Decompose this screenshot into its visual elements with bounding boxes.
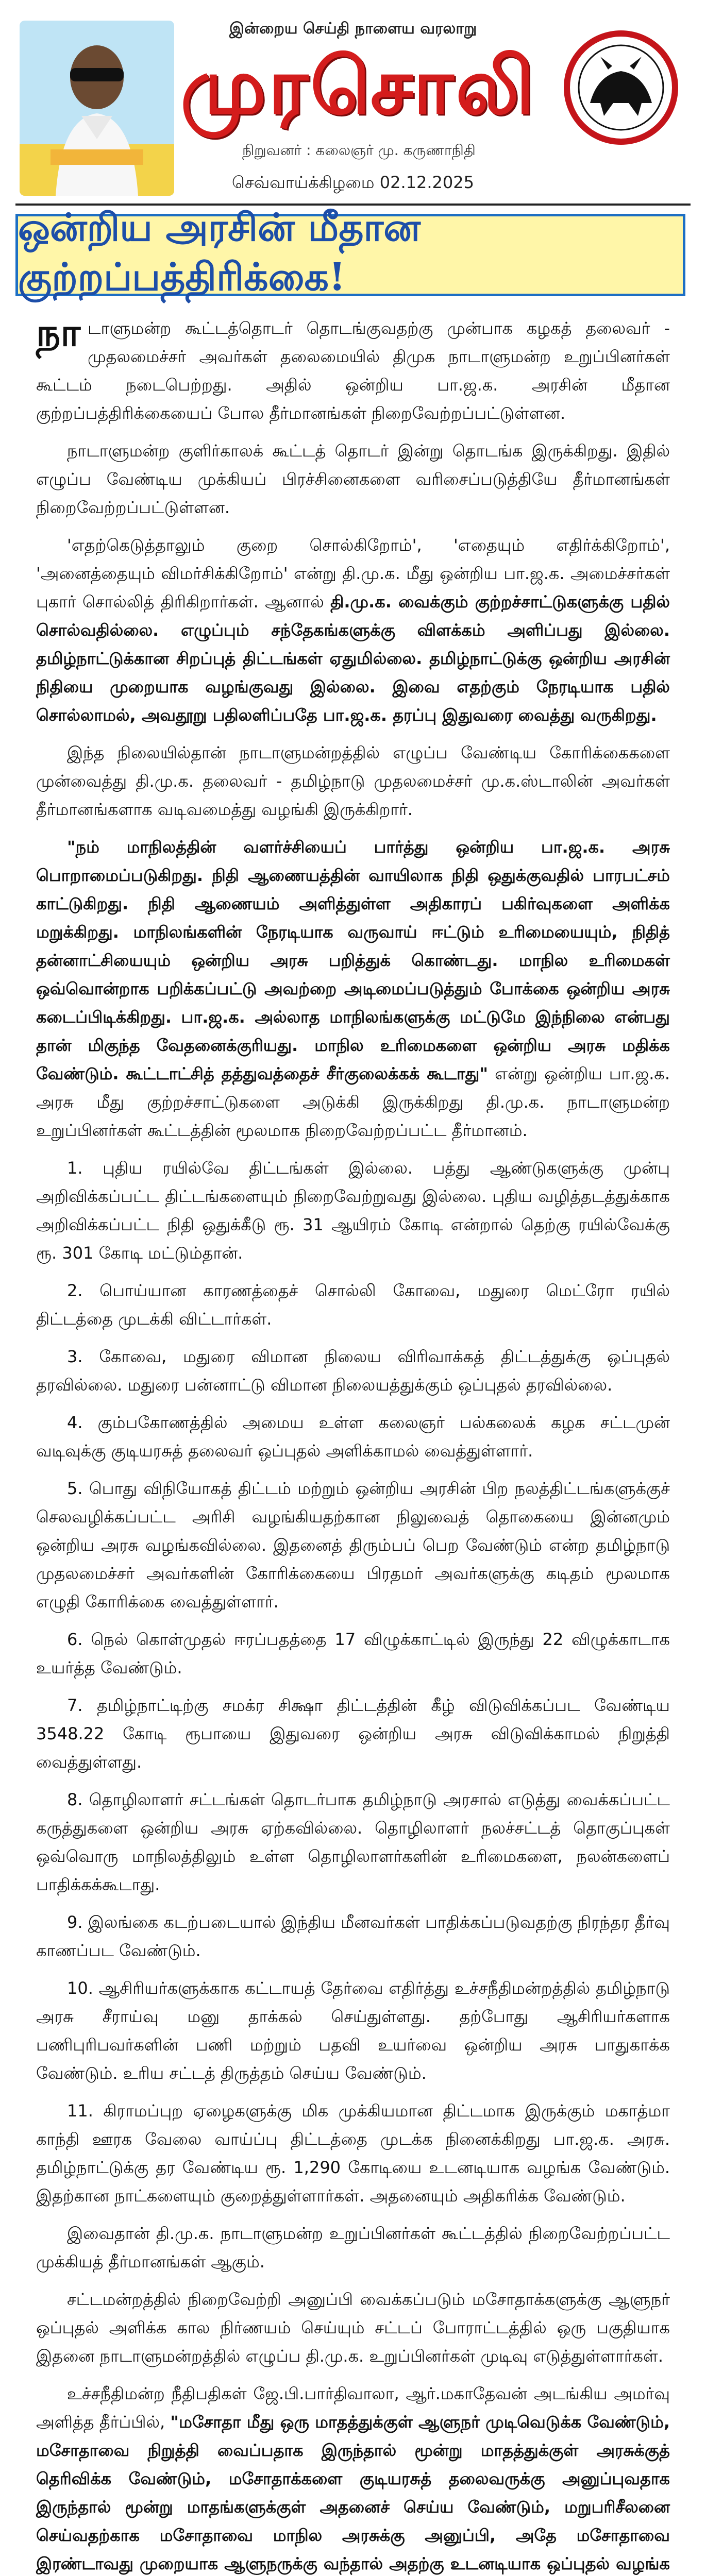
list-item: 3. கோவை, மதுரை விமான நிலைய விரிவாக்கத் திட்டத்துக்கு ஒப்புதல் தரவில்லை. மதுரை பன்னாட்டு விமான நிலையத்துக்கும் ஒப்புதல் தரவில்லை. xyxy=(36,1347,670,1395)
tagline: இன்றைய செய்தி நாளைய வரலாறு xyxy=(229,20,477,38)
list-item: 2. பொய்யான காரணத்தைச் சொல்லி கோவை, மதுரை மெட்ரோ ரயில் திட்டத்தை முடக்கி விட்டார்கள். xyxy=(36,1281,670,1329)
list-item: 11. கிராமப்புற ஏழைகளுக்கு மிக முக்கியமான திட்டமாக இருக்கும் மகாத்மா காந்தி ஊரக வேலை வாய்ப்பு திட்டத்தை முடக்க நினைக்கிறது பா.ஜ.க. அரசு. தமிழ்நாட்டுக்கு தர வேண்டிய ரூ. 1,290 கோடியை உடனடியாக வழங்க வேண்டும். இதற்கான நாட்களையும் குறைத்துள்ளார்கள். அதனையும் அதிகரிக்க வேண்டும். xyxy=(36,2101,670,2206)
article-paragraph: நாடாளுமன்ற குளிர்காலக் கூட்டத் தொடர் இன்று தொடங்க இருக்கிறது. இதில் எழுப்ப வேண்டிய முக்கியப் பிரச்சினைகளை வரிசைப்படுத்தியே தீர்மானங்கள் நிறைவேற்றப்பட்டுள்ளன. xyxy=(36,441,670,517)
quote-emphasis: "மசோதா மீது ஒரு மாதத்துக்குள் ஆளுநர் முடிவெடுக்க வேண்டும், மசோதாவை நிறுத்தி வைப்பதாக இருந்தால் மூன்று மாதத்துக்குள் அரசுக்குத் தெரிவிக்க வேண்டும், மசோதாக்களை குடியரசுத் தலைவருக்கு அனுப்புவதாக இருந்தால் மூன்று மாதங்களுக்குள் அதனைச் செய்ய வேண்டும், மறுபரிசீலனை செய்வதற்காக மசோதாவை மாநில அரசுக்கு அனுப்பி, அதே மசோதாவை இரண்டாவது முறையாக ஆளுநருக்கு வந்தால் அதற்கு உடனடியாக ஒப்புதல் வழங்க xyxy=(36,2412,670,2573)
article-paragraph: "நம் மாநிலத்தின் வளர்ச்சியைப் பார்த்து ஒன்றிய பா.ஜ.க. அரசு பொறாமைப்படுகிறது. நிதி ஆணையத்தின் வாயிலாக நிதி ஒதுக்குவதில் பாரபட்சம் காட்டுகிறது. நிதி ஆணையம் அளித்துள்ள அதிகாரப் பகிர்வுகளை அளிக்க மறுக்கிறது. மாநிலங்களின் நேரடியாக வருவாய் ஈட்டும் உரிமையையும், நிதித் தன்னாட்சியையும் ஒன்றிய அரசு பறித்துக் கொண்டது. மாநில உரிமைகள் ஒவ்வொன்றாக பறிக்கப்பட்டு அவற்றை அடிமைப்படுத்தும் போக்கை ஒன்றிய அரசு கடைப்பிடிக்கிறது. பா.ஜ.க. அல்லாத மாநிலங்களுக்கு மட்டுமே இந்நிலை என்பது தான் மிகுந்த வேதனைக்குரியது. மாநில உரிமைகளை ஒன்றிய அரசு மதிக்க வேண்டும். கூட்டாட்சித் தத்துவத்தைச் சீர்குலைக்கக் கூடாது" என்று ஒன்றிய பா.ஜ.க. அரசு மீது குற்றச்சாட்டுகளை அடுக்கி இருக்கிறது தி.மு.க. நாடாளுமன்ற உறுப்பினர்கள் கூட்டத்தின் மூலமாக நிறைவேற்றப்பட்ட தீர்மானம். xyxy=(36,837,670,1140)
article-paragraph: இவைதான் தி.மு.க. நாடாளுமன்ற உறுப்பினர்கள் கூட்டத்தில் நிறைவேற்றப்பட்ட முக்கியத் தீர்மானங்கள் ஆகும். xyxy=(36,2224,670,2272)
headline: ஒன்றிய அரசின் மீதான குற்றப்பத்திரிக்கை! xyxy=(18,206,421,299)
article-paragraph: 'எதற்கெடுத்தாலும் குறை சொல்கிறோம்', 'எதையும் எதிர்க்கிறோம்', 'அனைத்தையும் விமர்சிக்கிறோம்' என்று தி.மு.க. மீது ஒன்றிய பா.ஜ.க. அமைச்சர்கள் புகார் சொல்லித் திரிகிறார்கள். ஆனால் தி.மு.க. வைக்கும் குற்றச்சாட்டுகளுக்கு பதில் சொல்வதில்லை. எழுப்பும் சந்தேகங்களுக்கு விளக்கம் அளிப்பது இல்லை. தமிழ்நாட்டுக்கான சிறப்புத் திட்டங்கள் ஏதுமில்லை. தமிழ்நாட்டுக்கு ஒன்றிய அரசின் நிதியை முறையாக வழங்குவது இல்லை. இவை எதற்கும் நேரடியாக பதில் சொல்லாமல், அவதூறு பதிலளிப்பதே பா.ஜ.க. தரப்பு இதுவரை வைத்து வருகிறது. xyxy=(36,535,670,725)
list-item: 6. நெல் கொள்முதல் ஈரப்பதத்தை 17 விழுக்காட்டில் இருந்து 22 விழுக்காடாக உயர்த்த வேண்டும். xyxy=(36,1630,670,1677)
list-item: 8. தொழிலாளர் சட்டங்கள் தொடர்பாக தமிழ்நாடு அரசால் எடுத்து வைக்கப்பட்ட கருத்துகளை ஒன்றிய அரசு ஏற்கவில்லை. தொழிலாளர் நலச்சட்டத் தொகுப்புகள் ஒவ்வொரு மாநிலத்திலும் உள்ள தொழிலாளர்களின் உரிமைகளை, நலன்களைப் பாதிக்கக்கூடாது. xyxy=(36,1790,670,1894)
list-item: 7. தமிழ்நாட்டிற்கு சமக்ர சிக்ஷா திட்டத்தின் கீழ் விடுவிக்கப்பட வேண்டிய 3548.22 கோடி ரூபாயை இதுவரை ஒன்றிய அரசு விடுவிக்காமல் நிறுத்தி வைத்துள்ளது. xyxy=(36,1696,670,1772)
list-item: 4. கும்பகோணத்தில் அமைய உள்ள கலைஞர் பல்கலைக் கழக சட்டமுன் வடிவுக்கு குடியரசுத் தலைவர் ஒப்புதல் அளிக்காமல் வைத்துள்ளார். xyxy=(36,1413,670,1461)
issue-date: செவ்வாய்க்கிழமை 02.12.2025 xyxy=(232,173,474,192)
emphasis: தி.மு.க. வைக்கும் குற்றச்சாட்டுகளுக்கு பதில் சொல்வதில்லை. எழுப்பும் சந்தேகங்களுக்கு விளக்கம் அளிப்பது இல்லை. தமிழ்நாட்டுக்கான சிறப்புத் திட்டங்கள் ஏதுமில்லை. தமிழ்நாட்டுக்கு ஒன்றிய அரசின் நிதியை முறையாக வழங்குவது இல்லை. இவை எதற்கும் நேரடியாக பதில் சொல்லாமல், அவதூறு பதிலளிப்பதே பா.ஜ.க. தரப்பு இதுவரை வைத்து வருகிறது. xyxy=(36,592,670,725)
article-paragraph: இந்த நிலையில்தான் நாடாளுமன்றத்தில் எழுப்ப வேண்டிய கோரிக்கைகளை முன்வைத்து தி.மு.க. தலைவர் - தமிழ்நாடு முதலமைச்சர் மு.க.ஸ்டாலின் அவர்கள் தீர்மானங்களாக வடிவமைத்து வழங்கி இருக்கிறார். xyxy=(36,743,670,819)
headline-box xyxy=(15,206,685,299)
list-item: 9. இலங்கை கடற்படையால் இந்திய மீனவர்கள் பாதிக்கப்படுவதற்கு நிரந்தர தீர்வு காணப்பட வேண்டும். xyxy=(36,1912,670,1960)
quote-emphasis: "நம் மாநிலத்தின் வளர்ச்சியைப் பார்த்து ஒன்றிய பா.ஜ.க. அரசு பொறாமைப்படுகிறது. நிதி ஆணையத்தின் வாயிலாக நிதி ஒதுக்குவதில் பாரபட்சம் காட்டுகிறது. நிதி ஆணையம் அளித்துள்ள அதிகாரப் பகிர்வுகளை அளிக்க மறுக்கிறது. மாநிலங்களின் நேரடியாக வருவாய் ஈட்டும் உரிமையையும், நிதித் தன்னாட்சியையும் ஒன்றிய அரசு பறித்துக் கொண்டது. மாநில உரிமைகள் ஒவ்வொன்றாக பறிக்கப்பட்டு அவற்றை அடிமைப்படுத்தும் போக்கை ஒன்றிய அரசு கடைப்பிடிக்கிறது. பா.ஜ.க. அல்லாத மாநிலங்களுக்கு மட்டுமே இந்நிலை என்பது தான் மிகுந்த வேதனைக்குரியது. மாநில உரிமைகளை ஒன்றிய அரசு மதிக்க வேண்டும். கூட்டாட்சித் தத்துவத்தைச் சீர்குலைக்கக் கூடாது" xyxy=(36,837,670,1083)
article-paragraph: நாடாளுமன்ற கூட்டத்தொடர் தொடங்குவதற்கு முன்பாக கழகத் தலைவர் - முதலமைச்சர் அவர்கள் தலைமையில் திமுக நாடாளுமன்ற உறுப்பினர்கள் கூட்டம் நடைபெற்றது. அதில் ஒன்றிய பா.ஜ.க. அரசின் மீதான குற்றப்பத்திரிக்கையைப் போல தீர்மானங்கள் நிறைவேற்றப்பட்டுள்ளன. xyxy=(36,311,670,423)
article-body xyxy=(36,311,670,2576)
list-item: 1. புதிய ரயில்வே திட்டங்கள் இல்லை. பத்து ஆண்டுகளுக்கு முன்பு அறிவிக்கப்பட்ட திட்டங்களையும் நிறைவேற்றுவது இல்லை. புதிய வழித்தடத்துக்காக அறிவிக்கப்பட்ட நிதி ஒதுக்கீடு ரூ. 31 ஆயிரம் கோடி என்றால் தெற்கு ரயில்வேக்கு ரூ. 301 கோடி மட்டும்தான். xyxy=(36,1158,670,1263)
article-paragraph: சட்டமன்றத்தில் நிறைவேற்றி அனுப்பி வைக்கப்படும் மசோதாக்களுக்கு ஆளுநர் ஒப்புதல் அளிக்க கால நிர்ணயம் செய்யும் சட்டப் போராட்டத்தில் ஒரு பகுதியாக இதனை நாடாளுமன்றத்தில் எழுப்ப தி.மு.க. உறுப்பினர்கள் முடிவு எடுத்துள்ளார்கள். xyxy=(36,2290,670,2366)
masthead xyxy=(0,0,706,227)
newspaper-logo: முரசொலி xyxy=(180,41,536,131)
founder-portrait xyxy=(20,21,174,196)
list-item: 5. பொது விநியோகத் திட்டம் மற்றும் ஒன்றிய அரசின் பிற நலத்திட்டங்களுக்குச் செலவழிக்கப்பட்ட அரிசி வழங்கியதற்கான நிலுவைத் தொகையை இன்னமும் ஒன்றிய அரசு வழங்கவில்லை. இதனைத் திரும்பப் பெற வேண்டும் என்ற தமிழ்நாடு முதலமைச்சர் அவர்களின் கோரிக்கையை பிரதமர் அவர்களுக்கு கடிதம் மூலமாக எழுதி கோரிக்கை வைத்துள்ளார். xyxy=(36,1479,670,1612)
article-paragraph: உச்சநீதிமன்ற நீதிபதிகள் ஜே.பி.பார்திவாலா, ஆர்.மகாதேவன் அடங்கிய அமர்வு அளித்த தீர்ப்பில், "மசோதா மீது ஒரு மாதத்துக்குள் ஆளுநர் முடிவெடுக்க வேண்டும், மசோதாவை நிறுத்தி வைப்பதாக இருந்தால் மூன்று மாதத்துக்குள் அரசுக்குத் தெரிவிக்க வேண்டும், மசோதாக்களை குடியரசுத் தலைவருக்கு அனுப்புவதாக இருந்தால் மூன்று மாதங்களுக்குள் அதனைச் செய்ய வேண்டும், மறுபரிசீலனை செய்வதற்காக மசோதாவை மாநில அரசுக்கு அனுப்பி, அதே மசோதாவை இரண்டாவது முறையாக ஆளுநருக்கு வந்தால் அதற்கு உடனடியாக ஒப்புதல் வழங்க xyxy=(36,2380,670,2576)
party-seal-icon xyxy=(557,26,685,149)
list-item: 10. ஆசிரியர்களுக்காக கட்டாயத் தேர்வை எதிர்த்து உச்சநீதிமன்றத்தில் தமிழ்நாடு அரசு சீராய்வு மனு தாக்கல் செய்துள்ளது. தற்போது ஆசிரியர்களாக பணிபுரிபவர்களின் பணி மற்றும் பதவி உயர்வை ஒன்றிய அரசு பாதுகாக்க வேண்டும். உரிய சட்டத் திருத்தம் செய்ய வேண்டும். xyxy=(36,1978,670,2083)
drop-cap: நா xyxy=(36,311,81,355)
founder-credit: நிறுவனர் : கலைஞர் மு. கருணாநிதி xyxy=(242,142,476,159)
